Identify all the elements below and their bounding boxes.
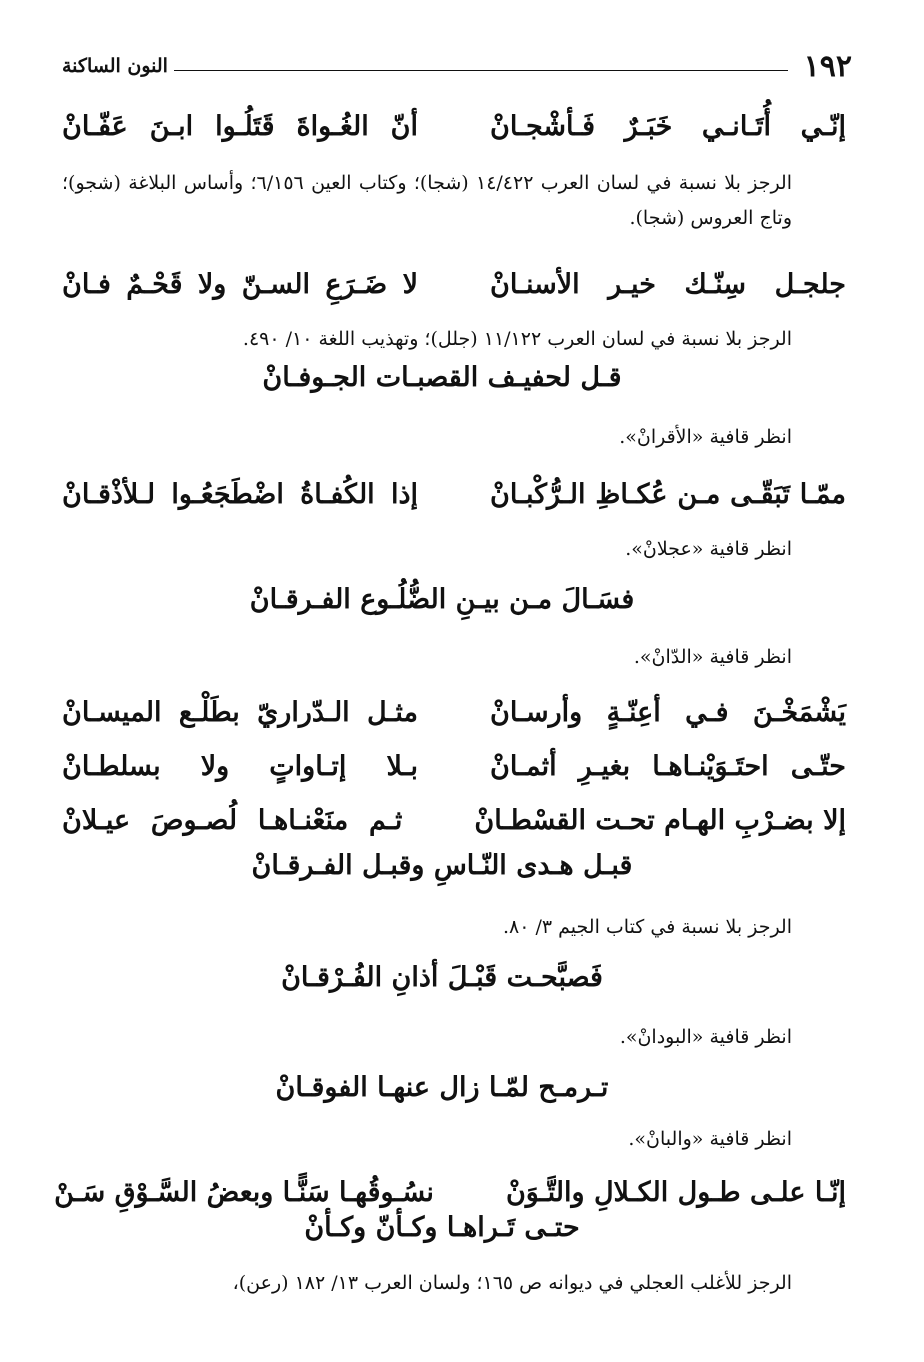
verse-couplet [54, 1168, 846, 1216]
verse-first-hemistich: ممّـا تَبَقّـى مـن عُكـاظِ الـرُّكْبـانْ [490, 478, 846, 510]
source-note: الرجز بلا نسبة في لسان العرب ١١/١٢٢ (جلل)؛ وتهذيب اللغة ١٠/ ٤٩٠. [242, 328, 792, 350]
verse-second-hemistich: مثـل الـدّراريّ بطَلْـع الميسـانْ [62, 696, 418, 728]
cross-reference-note: انظر قافية «الأقرانْ». [619, 426, 792, 448]
verse-second-hemistich: بـلا إتـاواتٍ ولا بسلطـانْ [62, 750, 418, 782]
cross-reference-note: انظر قافية «الدّانْ». [633, 646, 792, 668]
verse-single-line: قـل لحفيـف القصبـات الجـوفـانْ [262, 362, 622, 393]
cross-reference-note: انظر قافية «والبانْ». [628, 1128, 792, 1150]
header-rule [174, 70, 788, 71]
verse-second-hemistich: لا ضَـرَعِ السـنّ ولا قَحْـمٌ فـانْ [62, 268, 418, 300]
verse-first-hemistich: جلجـل سِنّـك خيـر الأسنـانْ [490, 268, 846, 300]
verse-couplet [62, 796, 846, 844]
verse-single-line: تـرمـح لمّـا زال عنهـا الفوقـانْ [275, 1072, 609, 1103]
verse-couplet [62, 260, 846, 308]
verse-couplet [62, 688, 846, 736]
verse-single-line: حتـى تَـراهـا وكـأنّ وكـأنْ [304, 1212, 580, 1243]
cross-reference-note: انظر قافية «عجلانْ». [625, 538, 792, 560]
verse-couplet [62, 470, 846, 518]
page-header [62, 46, 852, 86]
verse-single-line: قبـل هـدى النّـاسِ وقبـل الفـرقـانْ [251, 850, 633, 881]
verse-single-line: فَصبَّحـت قَبْـلَ أذانِ الفُـرْقـانْ [281, 962, 603, 993]
verse-first-hemistich: يَشْمَخْـنَ فـي أعِنّـةٍ وأرسـانْ [490, 696, 846, 728]
source-note: الرجز بلا نسبة في كتاب الجيم ٣/ ٨٠. [502, 916, 792, 938]
verse-couplet [62, 742, 846, 790]
verse-single-line: فسَـالَ مـن بيـنِ الضُّلُـوع الفـرقـانْ [249, 584, 635, 615]
verse-first-hemistich: إلا بضـرْبِ الهـام تحـت القسْطـانْ [474, 804, 846, 836]
cross-reference-note: انظر قافية «البودانْ». [619, 1026, 792, 1048]
page-number: ١٩٢ [803, 48, 852, 84]
verse-first-hemistich: إنّـي أُتَـانـي خَبَـرٌ فَـأشْجـانْ [490, 110, 846, 142]
verse-second-hemistich: إذا الكُفـاةُ اضْطَجَعُـوا لـلأذْقـانْ [62, 478, 418, 510]
source-note: الرجز بلا نسبة في لسان العرب ١٤/٤٢٢ (شجا)؛ وكتاب العين ٦/١٥٦؛ وأساس البلاغة (شجو)؛ وتاج العروس (شجا). [62, 172, 793, 229]
verse-second-hemistich: أنّ الغُـواةَ قَتَلُـوا ابـنَ عَفّـانْ [62, 110, 418, 142]
verse-first-hemistich: حتّـى احتَـوَيْنـاهـا بغيـرِ أثمـانْ [490, 750, 846, 782]
source-note: الرجز للأغلب العجلي في ديوانه ص ١٦٥؛ ولسان العرب ١٣/ ١٨٢ (رعن)، [232, 1272, 792, 1294]
verse-second-hemistich: نسُـوقُهـا سَنًّـا وبعضُ السَّـوْقِ سَـنْ [54, 1176, 434, 1208]
verse-second-hemistich: ثـم منَعْنـاهـا لُصـوصَ عيـلانْ [62, 804, 403, 836]
verse-couplet [62, 102, 846, 150]
verse-first-hemistich: إنّـا علـى طـول الكـلالِ والتَّـوَنْ [505, 1176, 846, 1208]
running-head: النون الساكنة [62, 55, 168, 77]
